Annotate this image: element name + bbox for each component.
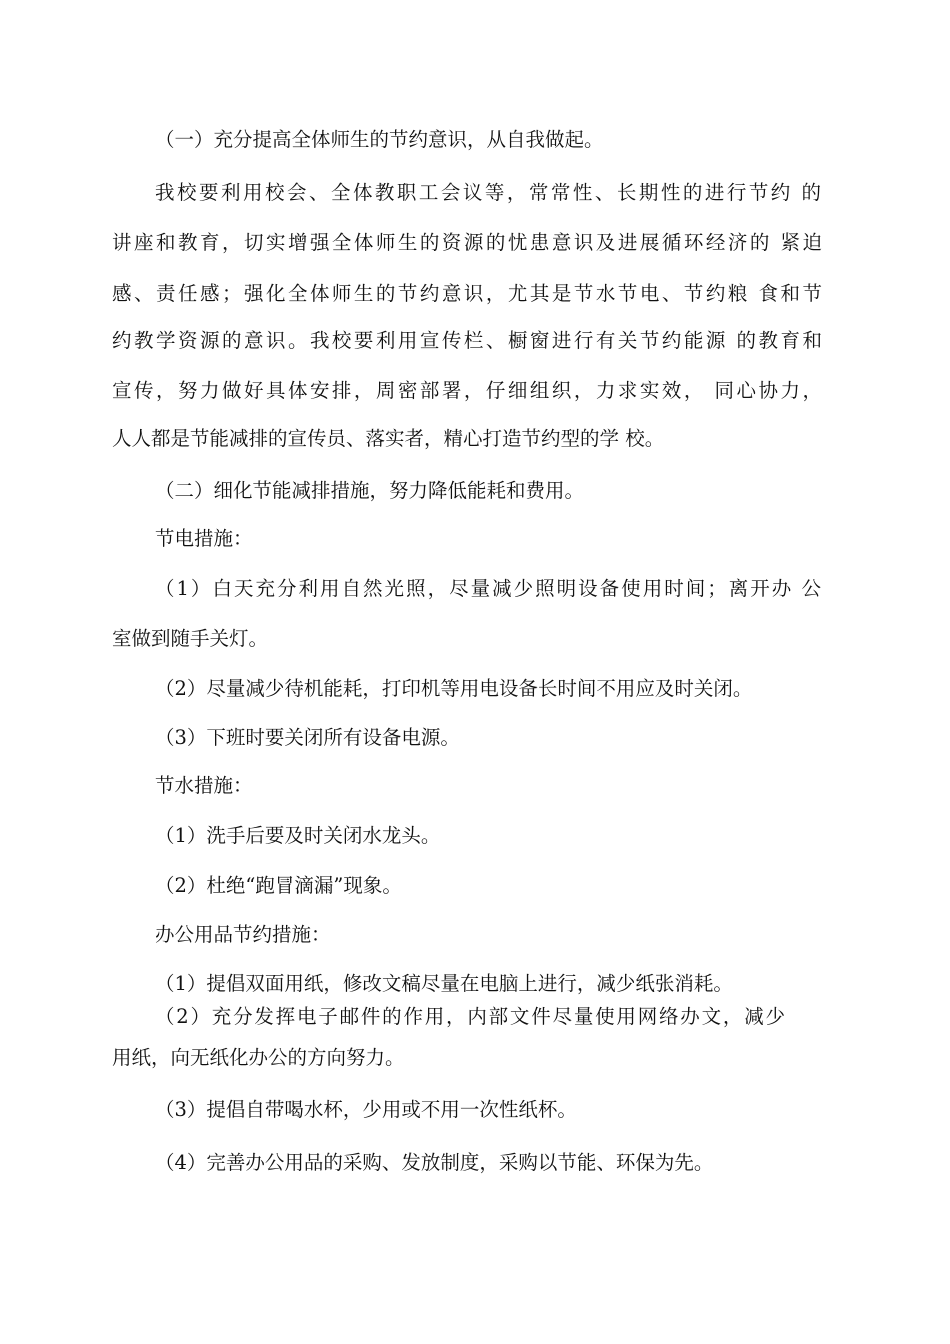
list-item: （2）杜绝“跑冒滴漏”现象。 <box>155 874 402 897</box>
paragraph-line: 约教学资源的意识。我校要利用宣传栏、橱窗进行有关节约能源 的教育和 <box>112 329 822 352</box>
list-item: （1）白天充分利用自然光照，尽量减少照明设备使用时间；离开办 公 <box>155 577 821 600</box>
list-item: （1）提倡双面用纸，修改文稿尽量在电脑上进行，减少纸张消耗。 <box>155 972 733 995</box>
list-item: （2）尽量减少待机能耗，打印机等用电设备长时间不用应及时关闭。 <box>155 677 753 700</box>
section-heading-1: （一）充分提高全体师生的节约意识，从自我做起。 <box>155 128 604 151</box>
list-item: （4）完善办公用品的采购、发放制度，采购以节能、环保为先。 <box>155 1151 714 1174</box>
section-heading-2: （二）细化节能减排措施，努力降低能耗和费用。 <box>155 479 585 502</box>
paragraph-line: 人人都是节能减排的宣传员、落实者，精心打造节约型的学 校。 <box>112 427 665 450</box>
subheading-electricity: 节电措施： <box>155 527 253 550</box>
list-item: （1）洗手后要及时关闭水龙头。 <box>155 824 441 847</box>
subheading-office-supplies: 办公用品节约措施： <box>155 923 331 946</box>
list-item: （2）充分发挥电子邮件的作用，内部文件尽量使用网络办文，减少 <box>155 1005 785 1028</box>
list-item: （3）提倡自带喝水杯，少用或不用一次性纸杯。 <box>155 1098 577 1121</box>
paragraph-line: 宣传，努力做好具体安排，周密部署，仔细组织，力求实效， 同心协力， <box>112 379 822 402</box>
list-item-continuation: 用纸，向无纸化办公的方向努力。 <box>112 1046 405 1069</box>
list-item: （3）下班时要关闭所有设备电源。 <box>155 726 460 749</box>
paragraph-line: 感、责任感；强化全体师生的节约意识，尤其是节水节电、节约粮 食和节 <box>112 282 822 305</box>
paragraph-line: 我校要利用校会、全体教职工会议等，常常性、长期性的进行节约 的 <box>155 181 821 204</box>
list-item-continuation: 室做到随手关灯。 <box>112 627 269 650</box>
paragraph-line: 讲座和教育，切实增强全体师生的资源的忧患意识及进展循环经济的 紧迫 <box>112 231 822 254</box>
subheading-water: 节水措施： <box>155 774 253 797</box>
